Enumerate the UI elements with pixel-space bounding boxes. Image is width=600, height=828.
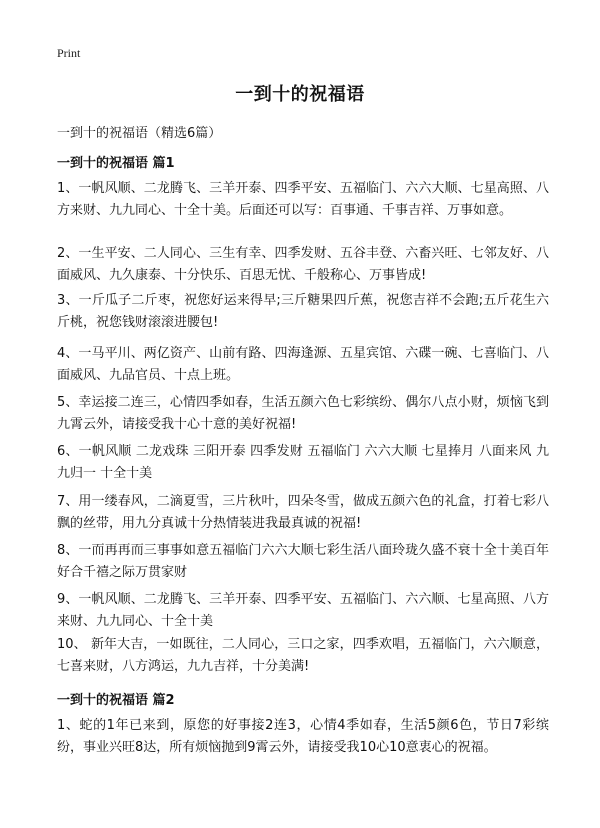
- blessing-paragraph: 3、一斤瓜子二斤枣，祝您好运来得早;三斤糖果四斤蕉，祝您吉祥不会跑;五斤花生六斤桃，祝您钱财滚滚进腰包!: [57, 293, 549, 330]
- blessing-paragraph: 9、一帆风顺、二龙腾飞、三羊开泰、四季平安、五福临门、六六顺、七星高照、八方来财、九九同心、十全十美: [57, 592, 549, 629]
- blessing-paragraph: 2、一生平安、二人同心、三生有幸、四季发财、五谷丰登、六畜兴旺、七邻友好、八面威风、九久康泰、十分快乐、百思无忧、千般称心、万事皆成!: [57, 246, 549, 283]
- blessing-paragraph: 1、蛇的1年已来到，原您的好事接2连3，心情4季如春，生活5颜6色，节日7彩缤纷，事业兴旺8达，所有烦恼抛到9霄云外，请接受我10心10意衷心的祝福。: [57, 718, 549, 755]
- blessing-paragraph: 10、 新年大吉，一如既往，二人同心，三口之家，四季欢唱，五福临门，六六顺意，七喜来财，八方鸿运，九九吉祥，十分美满!: [57, 637, 549, 674]
- blessing-paragraph: 4、一马平川、两亿资产、山前有路、四海逢源、五星宾馆、六碟一碗、七喜临门、八面威风、九品官员、十点上班。: [57, 346, 549, 383]
- section-heading-1: 一到十的祝福语 篇1: [57, 156, 175, 171]
- blessing-paragraph: 7、用一缕春风，二滴夏雪，三片秋叶，四朵冬雪，做成五颜六色的礼盒，打着七彩八飘的丝带，用九分真诚十分热情装进我最真诚的祝福!: [57, 494, 549, 531]
- page-title: 一到十的祝福语: [235, 84, 365, 105]
- blessing-paragraph: 6、一帆风顺 二龙戏珠 三阳开泰 四季发财 五福临门 六六大顺 七星捧月 八面来风 九九归一 十全十美: [57, 444, 549, 481]
- blessing-paragraph: 8、一而再再而三事事如意五福临门六六大顺七彩生活八面玲珑久盛不衰十全十美百年好合千禧之际万贯家财: [57, 543, 549, 580]
- blessing-paragraph: 1、一帆风顺、二龙腾飞、三羊开泰、四季平安、五福临门、六六大顺、七星高照、八方来财、九九同心、十全十美。后面还可以写：百事通、千事吉祥、万事如意。: [57, 181, 549, 218]
- print-link[interactable]: Print: [57, 46, 81, 60]
- blessing-paragraph: 5、幸运接二连三，心情四季如春，生活五颜六色七彩缤纷、偶尔八点小财，烦恼飞到九霄云外，请接受我十心十意的美好祝福!: [57, 395, 549, 432]
- document-subtitle: 一到十的祝福语（精选6篇）: [57, 126, 222, 141]
- section-heading-2: 一到十的祝福语 篇2: [57, 693, 175, 708]
